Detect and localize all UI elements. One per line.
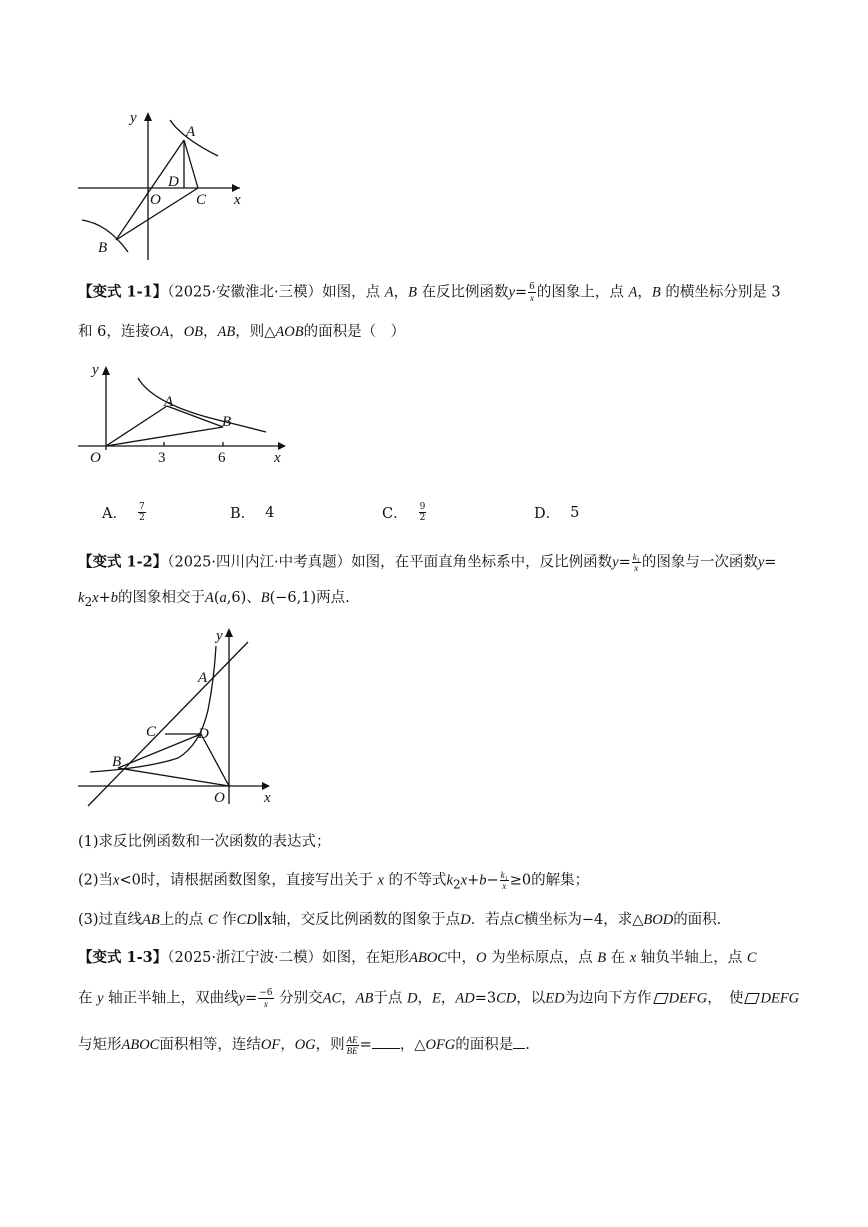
subscript: 2 <box>84 594 93 609</box>
fraction <box>419 502 427 523</box>
text: ．若点 <box>470 912 515 928</box>
text: ， <box>637 284 652 301</box>
denominator: x <box>634 563 639 573</box>
text: ， <box>417 990 432 1007</box>
text: 为坐标原点，点 <box>486 950 598 966</box>
label-b: B <box>222 414 232 430</box>
text: x <box>629 950 637 966</box>
denominator: x <box>263 999 268 1009</box>
text: 的图象与一次函数 <box>641 554 758 571</box>
text: k <box>78 590 85 606</box>
subscript: 2 <box>452 877 461 892</box>
text: B <box>597 950 607 966</box>
text: D <box>460 912 471 928</box>
text: a <box>219 590 227 606</box>
text: ABOC <box>121 1037 160 1053</box>
label-o: O <box>214 790 225 806</box>
denominator: 2 <box>419 513 426 523</box>
figure-1 <box>70 100 260 270</box>
text: C <box>746 950 757 966</box>
text: 在 <box>78 990 98 1007</box>
q1-1-line-2 <box>78 322 828 342</box>
text: 面积相等，连结 <box>159 1037 261 1053</box>
q1-3-line-2 <box>78 988 828 1009</box>
figure-2 <box>78 358 293 468</box>
option-letter: A． <box>102 506 127 522</box>
numerator: 7 <box>138 502 145 512</box>
text: O <box>475 950 487 966</box>
text: AB <box>142 912 160 928</box>
tick-label-6: 6 <box>218 450 226 466</box>
tag: 【变式 1-1】 <box>78 283 168 301</box>
denominator: BE <box>346 1045 358 1056</box>
fraction <box>528 282 536 303</box>
text: OF <box>260 1037 281 1053</box>
text: y <box>508 284 515 301</box>
text: B <box>408 284 417 301</box>
label-y: y <box>130 110 137 126</box>
text: A <box>204 590 214 606</box>
text: ， <box>341 990 356 1007</box>
text: b <box>479 872 487 889</box>
answer-blank-2[interactable] <box>513 1034 525 1049</box>
text: AB <box>217 324 236 340</box>
text: y <box>238 990 246 1007</box>
label-d: D <box>198 726 209 742</box>
denominator: x <box>502 881 507 891</box>
text: ≥0的解集； <box>509 872 590 889</box>
parallelogram-icon <box>745 993 761 1004</box>
text: 的不等式 <box>383 872 447 889</box>
text: + <box>98 590 111 606</box>
text: 的图象上，点 <box>536 284 629 301</box>
tag: 【变式 1-3】 <box>78 949 168 966</box>
text: = <box>245 990 258 1007</box>
text: x <box>113 872 120 889</box>
text: b <box>110 590 118 606</box>
text: E <box>431 990 441 1007</box>
text: ，则△ <box>235 324 276 340</box>
text: (3)过直线 <box>78 912 143 928</box>
text: 如图，点 <box>322 284 385 301</box>
text: x <box>460 872 468 889</box>
numerator: 6 <box>529 282 535 292</box>
text: OA <box>149 324 170 340</box>
text: ， <box>393 284 409 301</box>
text: y <box>757 554 765 571</box>
text: ∥x轴，交反比例函数的图象于点 <box>256 912 461 928</box>
option-value: 5 <box>570 504 580 521</box>
parallelogram-icon <box>653 993 669 1004</box>
text: + <box>467 872 480 889</box>
text: = <box>515 284 528 301</box>
option-c[interactable] <box>382 502 427 523</box>
segment-ab <box>116 140 184 240</box>
text: OG <box>294 1037 316 1053</box>
text: ( <box>213 590 220 606</box>
text: ， <box>169 324 184 340</box>
segment-oa <box>106 406 167 446</box>
segment-ac <box>184 140 198 188</box>
text: 作 <box>217 912 237 928</box>
option-b[interactable] <box>230 502 274 523</box>
text: AOB <box>275 324 304 340</box>
option-a[interactable] <box>102 502 147 523</box>
source: （2025·安徽淮北·三模） <box>167 284 323 301</box>
denominator: x <box>530 293 535 303</box>
sub-question-3 <box>78 910 828 930</box>
text: =3 <box>474 990 497 1007</box>
fraction <box>632 552 641 573</box>
text: A <box>628 284 638 301</box>
text: ，则 <box>315 1037 345 1053</box>
fraction <box>500 870 509 891</box>
text: − <box>486 872 499 889</box>
q1-3-line-1 <box>78 948 828 968</box>
text: ， <box>280 1037 295 1053</box>
sub-question-2 <box>78 870 828 894</box>
text: ， 使 <box>707 990 744 1007</box>
text: ED <box>545 990 565 1007</box>
text: OFG <box>425 1037 456 1053</box>
sub-question-1: (1)求反比例函数和一次函数的表达式； <box>78 834 331 850</box>
text: 的面积是（ ） <box>303 324 406 340</box>
text: C <box>207 912 218 928</box>
text: 为边向下方作 <box>564 990 652 1007</box>
text: 分别交 <box>274 990 323 1007</box>
text: y <box>97 990 104 1007</box>
text: A <box>384 284 394 301</box>
text: 轴正半轴上，双曲线 <box>103 990 239 1007</box>
numerator: k₁ <box>500 870 508 880</box>
text: 在 <box>606 950 630 966</box>
option-letter: B． <box>230 506 256 522</box>
fraction <box>346 1035 359 1056</box>
label-o: O <box>90 450 101 466</box>
text: 在反比例函数 <box>416 284 509 301</box>
text: (2)当 <box>78 872 114 889</box>
text: ，以 <box>516 990 546 1007</box>
label-d: D <box>168 174 179 190</box>
text: B <box>260 590 270 606</box>
figure-3 <box>78 620 278 810</box>
numerator: k₁ <box>632 552 640 562</box>
label-o: O <box>150 192 161 208</box>
text: CD <box>236 912 257 928</box>
text: 上的点 <box>159 912 208 928</box>
option-letter: D． <box>534 506 561 522</box>
text: BOD <box>643 912 674 928</box>
option-d[interactable] <box>534 502 579 523</box>
q1-3-line-3 <box>78 1034 828 1056</box>
text: C <box>514 912 524 928</box>
label-b: B <box>112 754 122 770</box>
text: x <box>92 590 99 606</box>
q1-2-line-1 <box>78 552 828 573</box>
text: 横坐标为−4，求△ <box>523 912 644 928</box>
text: 与矩形 <box>78 1037 122 1053</box>
text: y <box>612 554 619 571</box>
tag: 【变式 1-2】 <box>78 553 168 571</box>
text: 和 6，连接 <box>78 324 150 340</box>
label-x: x <box>234 192 241 208</box>
q1-1-line-1 <box>78 282 828 303</box>
text: 的面积是 <box>455 1037 514 1053</box>
text: 的横坐标分别是 3 <box>660 284 781 301</box>
numerator: 9 <box>419 502 426 512</box>
option-value: 4 <box>265 504 275 521</box>
text: 中， <box>446 950 476 966</box>
text: 的面积． <box>673 912 732 928</box>
source: （2025·四川内江·中考真题） <box>167 554 352 571</box>
text: ABOC <box>409 950 447 966</box>
text: 如图，在平面直角坐标系中，反比例函数 <box>351 554 613 571</box>
hyperbola <box>138 378 266 432</box>
text: 轴负半轴上，点 <box>636 950 747 966</box>
label-c: C <box>196 192 207 208</box>
text: 的图象相交于 <box>117 590 205 606</box>
label-a: A <box>198 670 208 686</box>
tick-label-3: 3 <box>158 450 166 466</box>
text: AC <box>322 990 342 1007</box>
denominator: 2 <box>138 513 145 523</box>
text: <0时，请根据函数图象，直接写出关于 <box>119 872 378 889</box>
text: x <box>377 872 384 889</box>
label-a: A <box>186 124 196 140</box>
text: AB <box>355 990 374 1007</box>
text: ,6)、 <box>226 590 261 606</box>
segment-ab <box>167 406 223 427</box>
label-x: x <box>264 790 271 806</box>
label-y: y <box>92 362 99 378</box>
text: DEFG <box>760 990 800 1007</box>
label-y: y <box>216 628 223 644</box>
numerator: −6 <box>259 988 273 998</box>
label-a: A <box>164 394 174 410</box>
text: 于点 <box>373 990 407 1007</box>
text: (−6,1)两点. <box>269 590 350 606</box>
segment-bo <box>118 768 229 786</box>
text: DEFG <box>668 990 708 1007</box>
text: ，△ <box>399 1037 426 1053</box>
source: （2025·浙江宁波·二模） <box>167 950 323 966</box>
text: CD <box>496 990 517 1007</box>
text: = <box>359 1037 372 1053</box>
q1-2-line-2 <box>78 588 828 612</box>
answer-blank-1[interactable] <box>372 1034 400 1049</box>
text: B <box>651 284 661 301</box>
label-c: C <box>146 724 157 740</box>
label-x: x <box>274 450 281 466</box>
numerator: AE <box>346 1034 358 1045</box>
option-letter: C． <box>382 506 408 522</box>
text: ， <box>440 990 456 1007</box>
text: AD <box>455 990 475 1007</box>
text: . <box>525 1037 530 1053</box>
text: D <box>407 990 418 1007</box>
fraction <box>138 502 146 523</box>
text: ， <box>203 324 218 340</box>
text: 如图，在矩形 <box>322 950 410 966</box>
text: OB <box>183 324 204 340</box>
text: = <box>618 554 631 571</box>
text: k <box>446 872 453 889</box>
line-ab <box>88 642 248 806</box>
fraction <box>258 988 273 1009</box>
label-b: B <box>98 240 108 256</box>
text: = <box>764 554 777 571</box>
